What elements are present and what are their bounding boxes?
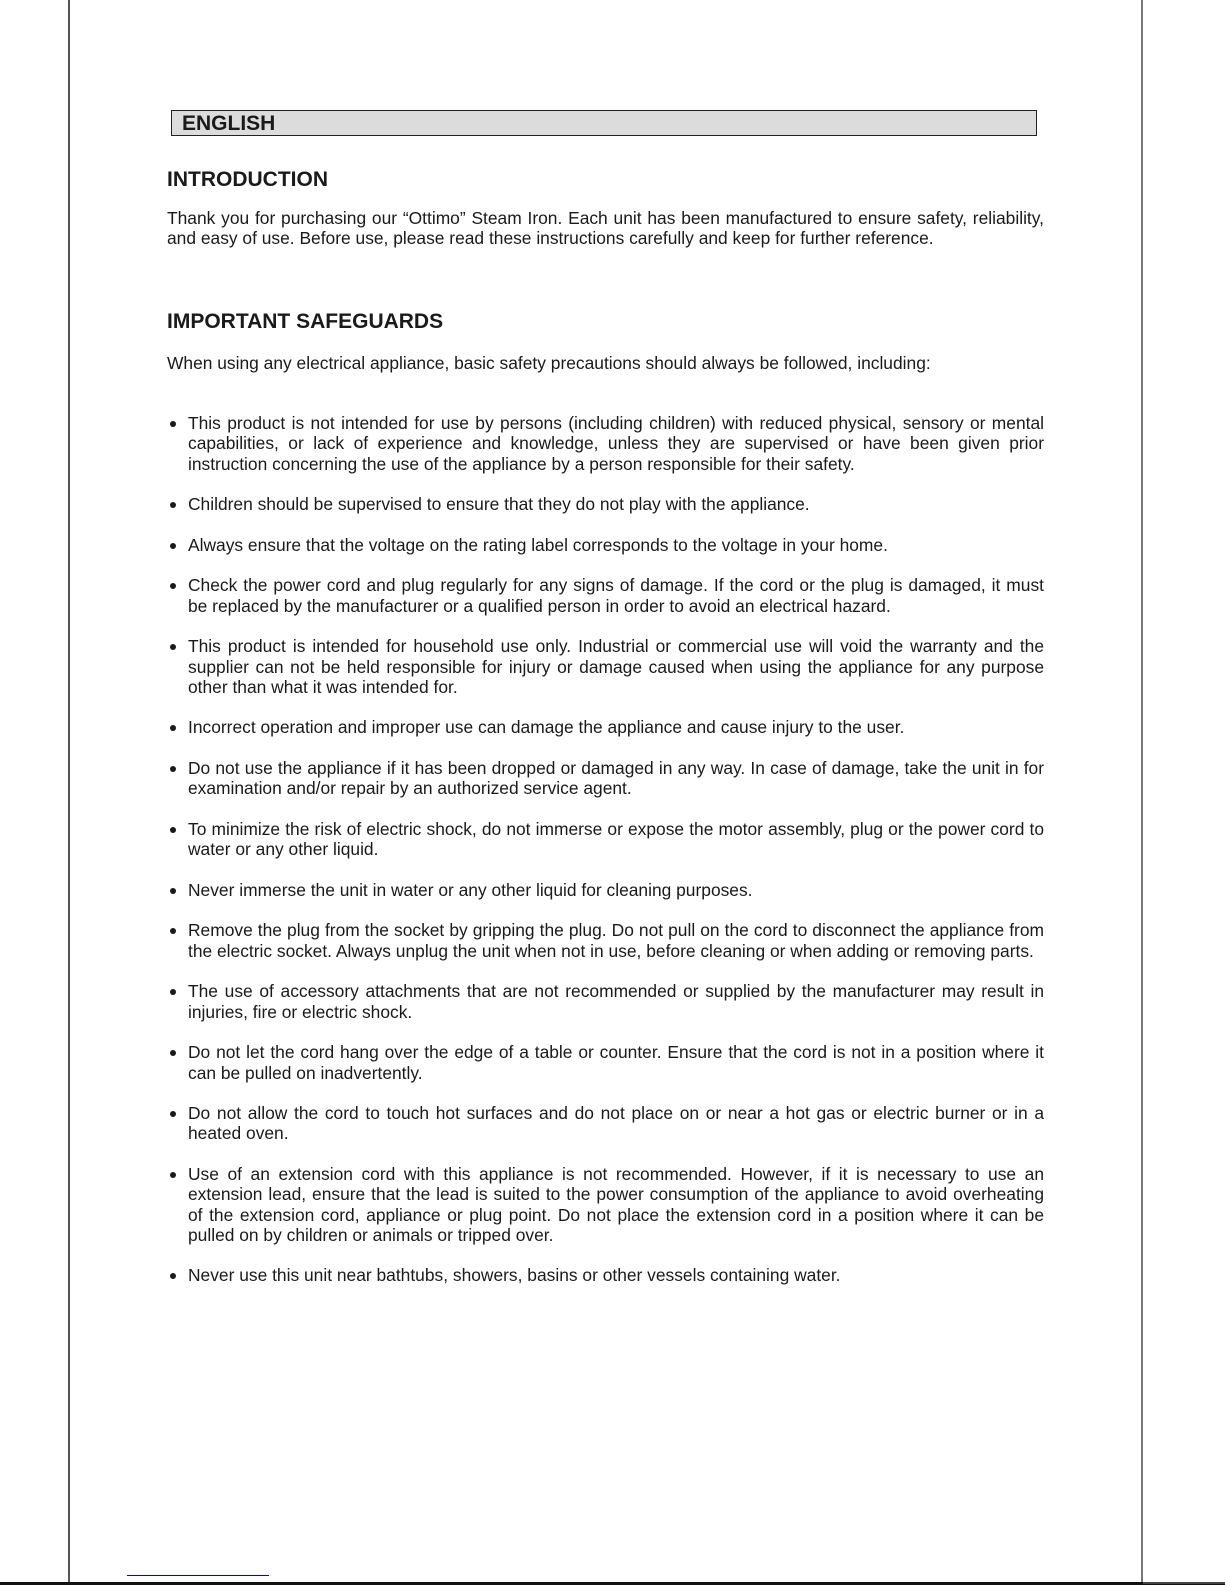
introduction-heading: INTRODUCTION xyxy=(167,168,328,191)
safeguard-item xyxy=(167,535,1044,555)
bullet-icon xyxy=(170,421,176,427)
bullet-icon xyxy=(170,502,176,508)
bullet-icon xyxy=(170,989,176,995)
bullet-icon xyxy=(170,928,176,934)
bullet-icon xyxy=(170,725,176,731)
bullet-icon xyxy=(170,583,176,589)
page-left-border xyxy=(68,0,70,1585)
safeguard-item xyxy=(167,494,1044,514)
safeguard-text: Never immerse the unit in water or any other liquid for cleaning purposes. xyxy=(188,879,753,900)
bullet-icon xyxy=(170,888,176,894)
safeguard-text: Children should be supervised to ensure that they do not play with the appliance. xyxy=(188,494,810,515)
safeguards-heading: IMPORTANT SAFEGUARDS xyxy=(167,310,444,333)
safeguard-text: Do not allow the cord to touch hot surfaces and do not place on or near a hot gas or electric burner or in a heated oven. xyxy=(188,1103,1044,1144)
safeguard-text: To minimize the risk of electric shock, do not immerse or expose the motor assembly, plug or the power cord to water or any other liquid. xyxy=(188,818,1044,860)
bullet-icon xyxy=(170,644,176,650)
safeguard-item xyxy=(167,413,1044,474)
safeguard-text: The use of accessory attachments that are not recommended or supplied by the manufacturer may result in injuries, fire or electric shock. xyxy=(188,981,1044,1022)
safeguard-text: Incorrect operation and improper use can damage the appliance and cause injury to the user. xyxy=(188,717,905,738)
introduction-text: Thank you for purchasing our “Ottimo” Steam Iron. Each unit has been manufactured to ensure safety, reliability, and easy of use. Before use, please read these instructions carefully and keep for further reference. xyxy=(167,208,1044,249)
footer-link-underline[interactable] xyxy=(127,1575,269,1576)
safeguard-item xyxy=(167,717,1044,737)
safeguard-text: Use of an extension cord with this appliance is not recommended. However, if it is necessary to use an extension lead, ensure that the lead is suited to the power consumption of the appliance to avoid overheating of the extension cord, appliance or plug point. Do not place the extension cord in a position where it can be pulled on by children or animals or tripped over. xyxy=(188,1163,1044,1245)
safeguards-list xyxy=(167,413,1044,1306)
safeguard-item xyxy=(167,758,1044,799)
bullet-icon xyxy=(170,1273,176,1279)
safeguard-text: Always ensure that the voltage on the rating label corresponds to the voltage in your home. xyxy=(188,534,888,555)
safeguard-item xyxy=(167,636,1044,697)
safeguard-text: This product is not intended for use by persons (including children) with reduced physical, sensory or mental capabilities, or lack of experience and knowledge, unless they are supervised or have been given prior instruction concerning the use of the appliance by a person responsible for their safety. xyxy=(188,413,1044,474)
safeguards-intro: When using any electrical appliance, basic safety precautions should always be followed, including: xyxy=(167,353,931,373)
safeguard-text: This product is intended for household use only. Industrial or commercial use will void the warranty and the supplier can not be held responsible for injury or damage caused when using the appliance for any purpose other than what it was intended for. xyxy=(188,636,1044,697)
safeguard-text: Do not let the cord hang over the edge of a table or counter. Ensure that the cord is not in a position where it can be pulled on inadvertently. xyxy=(188,1042,1044,1083)
safeguard-item xyxy=(167,819,1044,860)
safeguard-item xyxy=(167,920,1044,961)
bullet-icon xyxy=(170,766,176,772)
page-bottom-border-right xyxy=(1143,1582,1225,1584)
bullet-icon xyxy=(170,827,176,833)
page-right-border xyxy=(1141,0,1143,1585)
language-banner xyxy=(171,110,1037,136)
bullet-icon xyxy=(170,1111,176,1117)
safeguard-item xyxy=(167,1164,1044,1245)
safeguard-item xyxy=(167,1103,1044,1144)
safeguard-text: Remove the plug from the socket by gripping the plug. Do not pull on the cord to disconnect the appliance from the electric socket. Always unplug the unit when not in use, before cleaning or when adding or removing parts. xyxy=(188,920,1044,961)
bullet-icon xyxy=(170,1172,176,1178)
language-label: ENGLISH xyxy=(182,112,276,135)
safeguard-text: Never use this unit near bathtubs, showers, basins or other vessels containing water. xyxy=(188,1265,841,1286)
safeguard-item xyxy=(167,575,1044,616)
safeguard-text: Check the power cord and plug regularly for any signs of damage. If the cord or the plug is damaged, it must be replaced by the manufacturer or a qualified person in order to avoid an electrical hazard. xyxy=(188,575,1044,616)
safeguard-item xyxy=(167,1042,1044,1083)
bullet-icon xyxy=(170,543,176,549)
safeguard-item xyxy=(167,981,1044,1022)
safeguard-text: Do not use the appliance if it has been dropped or damaged in any way. In case of damage, take the unit in for examination and/or repair by an authorized service agent. xyxy=(188,758,1044,799)
safeguard-item xyxy=(167,1265,1044,1285)
safeguard-item xyxy=(167,880,1044,900)
bullet-icon xyxy=(170,1050,176,1056)
